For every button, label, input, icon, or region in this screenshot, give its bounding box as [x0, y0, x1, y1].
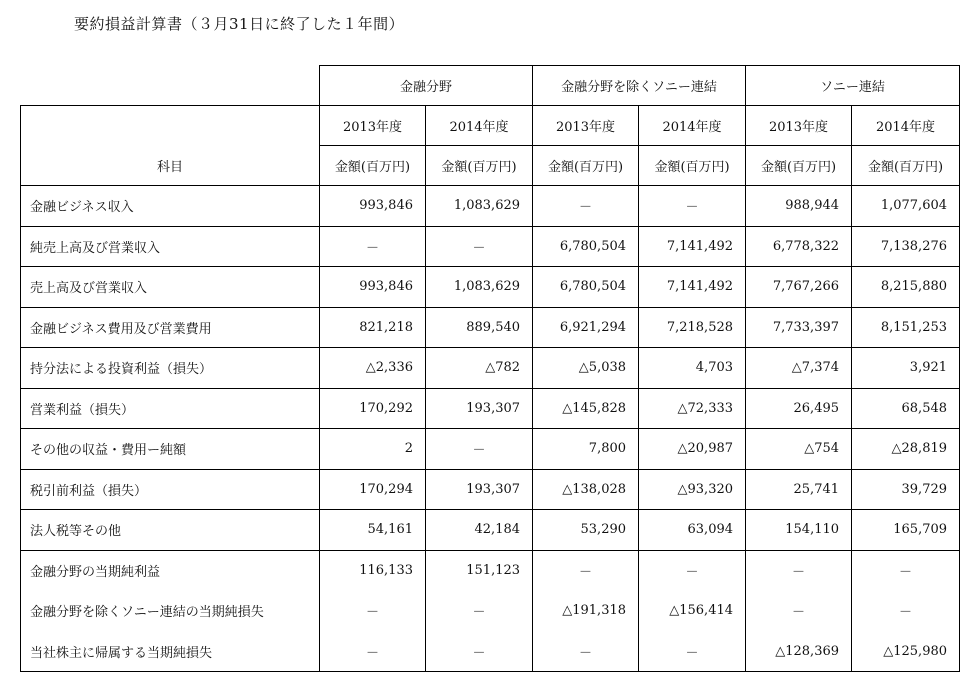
value-cell: 193,307 — [426, 469, 533, 510]
year-header: 2014年度 — [426, 106, 533, 146]
row-label: その他の収益・費用ー純額 — [21, 429, 320, 470]
value-cell: 42,184 — [426, 510, 533, 551]
value-cell: 6,780,504 — [533, 267, 639, 308]
value-cell: △72,333 — [639, 388, 746, 429]
value-cell: 53,290 — [533, 510, 639, 551]
value-cell: 116,133 — [320, 550, 426, 591]
table-row — [21, 429, 960, 470]
table-row — [21, 226, 960, 267]
table-row — [21, 469, 960, 510]
value-cell: － — [426, 429, 533, 470]
blank-corner-cell — [21, 66, 320, 106]
unit-header: 金額(百万円) — [533, 146, 639, 186]
value-cell: － — [639, 186, 746, 227]
group-header-sony-consolidated: ソニー連結 — [746, 66, 960, 106]
value-cell: 39,729 — [852, 469, 960, 510]
value-cell: － — [426, 226, 533, 267]
unit-header-row — [21, 146, 960, 186]
unit-header: 金額(百万円) — [746, 146, 852, 186]
value-cell: △754 — [746, 429, 852, 470]
value-cell: － — [320, 226, 426, 267]
value-cell: 165,709 — [852, 510, 960, 551]
value-cell: 3,921 — [852, 348, 960, 389]
subject-cell-upper — [21, 106, 320, 146]
row-label: 当社株主に帰属する当期純損失 — [21, 631, 320, 672]
unit-header: 金額(百万円) — [426, 146, 533, 186]
value-cell: 7,141,492 — [639, 267, 746, 308]
table-row — [21, 591, 960, 632]
group-header-row — [21, 66, 960, 106]
value-cell: － — [852, 591, 960, 632]
value-cell: △7,374 — [746, 348, 852, 389]
unit-header: 金額(百万円) — [852, 146, 960, 186]
year-header: 2014年度 — [639, 106, 746, 146]
value-cell: 7,141,492 — [639, 226, 746, 267]
value-cell: 54,161 — [320, 510, 426, 551]
value-cell: － — [746, 550, 852, 591]
value-cell: 170,292 — [320, 388, 426, 429]
value-cell: 6,921,294 — [533, 307, 639, 348]
value-cell: 993,846 — [320, 267, 426, 308]
value-cell: 26,495 — [746, 388, 852, 429]
value-cell: － — [320, 591, 426, 632]
value-cell: 193,307 — [426, 388, 533, 429]
value-cell: 988,944 — [746, 186, 852, 227]
value-cell: － — [426, 591, 533, 632]
value-cell: 1,077,604 — [852, 186, 960, 227]
value-cell: 2 — [320, 429, 426, 470]
value-cell: 993,846 — [320, 186, 426, 227]
row-label: 金融ビジネス費用及び営業費用 — [21, 307, 320, 348]
value-cell: 6,778,322 — [746, 226, 852, 267]
value-cell: △28,819 — [852, 429, 960, 470]
value-cell: △128,369 — [746, 631, 852, 672]
unit-header: 金額(百万円) — [639, 146, 746, 186]
row-label: 金融分野の当期純利益 — [21, 550, 320, 591]
unit-header: 金額(百万円) — [320, 146, 426, 186]
table-row — [21, 307, 960, 348]
subject-header: 科目 — [21, 146, 320, 186]
value-cell: △782 — [426, 348, 533, 389]
group-header-sony-excl-financial: 金融分野を除くソニー連結 — [533, 66, 746, 106]
value-cell: 821,218 — [320, 307, 426, 348]
year-header-row — [21, 106, 960, 146]
value-cell: 1,083,629 — [426, 186, 533, 227]
row-label: 持分法による投資利益（損失） — [21, 348, 320, 389]
row-label: 法人税等その他 — [21, 510, 320, 551]
row-label: 純売上高及び営業収入 — [21, 226, 320, 267]
value-cell: 7,767,266 — [746, 267, 852, 308]
value-cell: △5,038 — [533, 348, 639, 389]
value-cell: 8,215,880 — [852, 267, 960, 308]
table-row — [21, 186, 960, 227]
value-cell: － — [639, 631, 746, 672]
value-cell: 6,780,504 — [533, 226, 639, 267]
value-cell: － — [320, 631, 426, 672]
table-row — [21, 388, 960, 429]
value-cell: △156,414 — [639, 591, 746, 632]
group-header-financial: 金融分野 — [320, 66, 533, 106]
value-cell: 7,800 — [533, 429, 639, 470]
value-cell: － — [639, 550, 746, 591]
value-cell: 151,123 — [426, 550, 533, 591]
income-statement-table — [20, 65, 960, 672]
year-header: 2013年度 — [533, 106, 639, 146]
value-cell: － — [746, 591, 852, 632]
year-header: 2013年度 — [320, 106, 426, 146]
year-header: 2013年度 — [746, 106, 852, 146]
table-row — [21, 348, 960, 389]
table-row — [21, 267, 960, 308]
value-cell: 1,083,629 — [426, 267, 533, 308]
value-cell: － — [533, 550, 639, 591]
table-row — [21, 550, 960, 591]
value-cell: △2,336 — [320, 348, 426, 389]
value-cell: － — [533, 186, 639, 227]
year-header: 2014年度 — [852, 106, 960, 146]
value-cell: － — [426, 631, 533, 672]
value-cell: － — [852, 550, 960, 591]
value-cell: △20,987 — [639, 429, 746, 470]
page-title: 要約損益計算書（３月31日に終了した１年間） — [74, 15, 405, 33]
row-label: 金融分野を除くソニー連結の当期純損失 — [21, 591, 320, 632]
value-cell: △145,828 — [533, 388, 639, 429]
value-cell: △138,028 — [533, 469, 639, 510]
row-label: 営業利益（損失） — [21, 388, 320, 429]
value-cell: △191,318 — [533, 591, 639, 632]
value-cell: 7,218,528 — [639, 307, 746, 348]
row-label: 金融ビジネス収入 — [21, 186, 320, 227]
value-cell: △93,320 — [639, 469, 746, 510]
value-cell: 8,151,253 — [852, 307, 960, 348]
value-cell: 154,110 — [746, 510, 852, 551]
table-row — [21, 631, 960, 672]
value-cell: 25,741 — [746, 469, 852, 510]
row-label: 税引前利益（損失） — [21, 469, 320, 510]
table-body — [21, 186, 960, 672]
value-cell: 63,094 — [639, 510, 746, 551]
table-row — [21, 510, 960, 551]
value-cell: 4,703 — [639, 348, 746, 389]
value-cell: 7,138,276 — [852, 226, 960, 267]
value-cell: 889,540 — [426, 307, 533, 348]
row-label: 売上高及び営業収入 — [21, 267, 320, 308]
value-cell: 170,294 — [320, 469, 426, 510]
value-cell: － — [533, 631, 639, 672]
value-cell: △125,980 — [852, 631, 960, 672]
value-cell: 68,548 — [852, 388, 960, 429]
value-cell: 7,733,397 — [746, 307, 852, 348]
